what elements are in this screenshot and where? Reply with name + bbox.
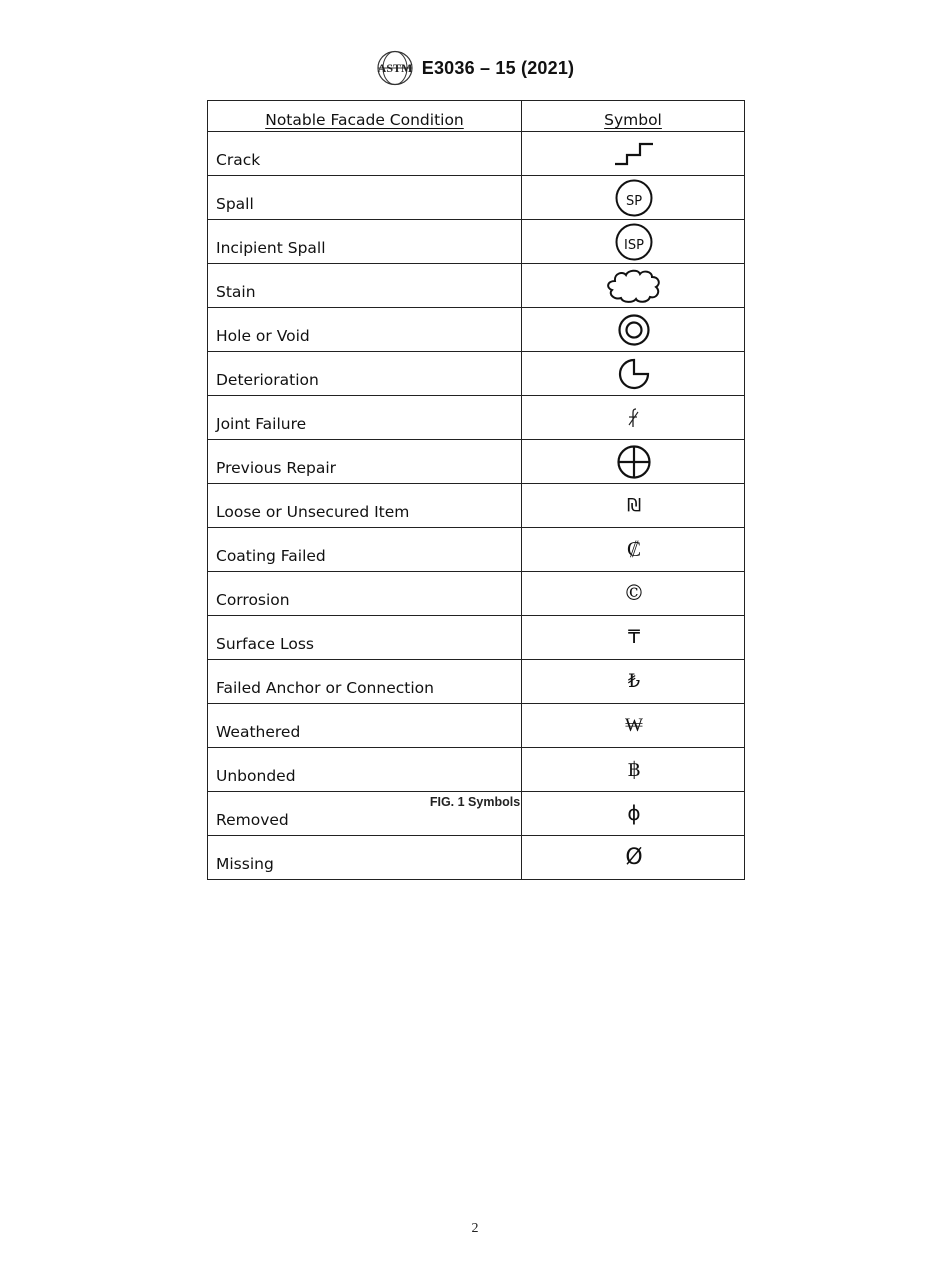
symbol-cell xyxy=(522,572,745,616)
empty-set-icon: Ø xyxy=(625,844,643,870)
table-row xyxy=(208,308,745,352)
crack-step-icon xyxy=(613,139,655,169)
table-row xyxy=(208,528,745,572)
phi-icon: ɸ xyxy=(627,801,641,825)
symbol-cell xyxy=(522,484,745,528)
table-row xyxy=(208,704,745,748)
table-row xyxy=(208,220,745,264)
condition-missing: Missing xyxy=(208,836,522,880)
table-row xyxy=(208,836,745,880)
symbol-cell xyxy=(522,264,745,308)
symbol-cell xyxy=(522,440,745,484)
condition-loose-or-unsecured-item: Loose or Unsecured Item xyxy=(208,484,522,528)
symbol-cell xyxy=(522,528,745,572)
table-header-row xyxy=(208,101,745,132)
symbol-cell xyxy=(522,748,745,792)
figure-caption: FIG. 1 Symbols xyxy=(429,795,521,809)
won-icon: ₩ xyxy=(625,714,643,736)
condition-weathered: Weathered xyxy=(208,704,522,748)
condition-surface-loss: Surface Loss xyxy=(208,616,522,660)
cloud-icon xyxy=(605,268,663,304)
table-row xyxy=(208,440,745,484)
table-row xyxy=(208,132,745,176)
symbol-cell xyxy=(522,836,745,880)
condition-spall: Spall xyxy=(208,176,522,220)
condition-stain: Stain xyxy=(208,264,522,308)
astm-logo-icon xyxy=(376,50,414,86)
symbol-cell xyxy=(522,616,745,660)
three-quarter-circle-icon xyxy=(616,357,652,391)
symbol-cell xyxy=(522,396,745,440)
table-row xyxy=(208,484,745,528)
condition-failed-anchor-or-connection: Failed Anchor or Connection xyxy=(208,660,522,704)
table-row xyxy=(208,264,745,308)
symbol-cell xyxy=(522,176,745,220)
header-condition xyxy=(208,101,522,132)
condition-crack: Crack xyxy=(208,132,522,176)
copyright-icon: © xyxy=(623,581,645,605)
condition-removed: Removed xyxy=(208,792,522,836)
svg-text:SP: SP xyxy=(625,193,643,209)
baht-icon: ฿ xyxy=(627,757,641,781)
header-condition-label: Notable Facade Condition xyxy=(265,111,464,129)
symbol-cell xyxy=(522,220,745,264)
lira-icon: ₺ xyxy=(627,670,641,692)
condition-coating-failed: Coating Failed xyxy=(208,528,522,572)
double-circle-icon xyxy=(616,313,652,347)
symbol-cell xyxy=(522,660,745,704)
condition-unbonded: Unbonded xyxy=(208,748,522,792)
condition-incipient-spall: Incipient Spall xyxy=(208,220,522,264)
colon-sign-icon: ₡ xyxy=(626,537,641,561)
svg-text:ASTM: ASTM xyxy=(377,61,413,75)
table-row xyxy=(208,660,745,704)
condition-previous-repair: Previous Repair xyxy=(208,440,522,484)
circled-isp-icon xyxy=(612,223,656,261)
table-row xyxy=(208,748,745,792)
symbol-cell xyxy=(522,704,745,748)
table-row xyxy=(208,176,745,220)
header-symbol xyxy=(522,101,745,132)
circle-cross-icon xyxy=(615,445,653,479)
symbol-cell xyxy=(522,132,745,176)
table-row xyxy=(208,572,745,616)
circled-sp-icon xyxy=(612,179,656,217)
condition-deterioration: Deterioration xyxy=(208,352,522,396)
condition-joint-failure: Joint Failure xyxy=(208,396,522,440)
svg-text:ISP: ISP xyxy=(624,237,644,253)
header-symbol-label: Symbol xyxy=(604,111,662,129)
document-id: E3036 – 15 (2021) xyxy=(421,57,575,78)
symbol-cell xyxy=(522,308,745,352)
slashed-f-icon xyxy=(624,405,644,431)
condition-hole-or-void: Hole or Void xyxy=(208,308,522,352)
sheqel-icon: ₪ xyxy=(626,494,642,516)
page-header xyxy=(0,50,950,86)
page-number: 2 xyxy=(471,1221,479,1236)
symbol-cell xyxy=(522,352,745,396)
table-row xyxy=(208,352,745,396)
symbols-table xyxy=(207,100,745,880)
table-row xyxy=(208,616,745,660)
table-row xyxy=(208,396,745,440)
condition-corrosion: Corrosion xyxy=(208,572,522,616)
tenge-icon: ₸ xyxy=(627,626,641,648)
